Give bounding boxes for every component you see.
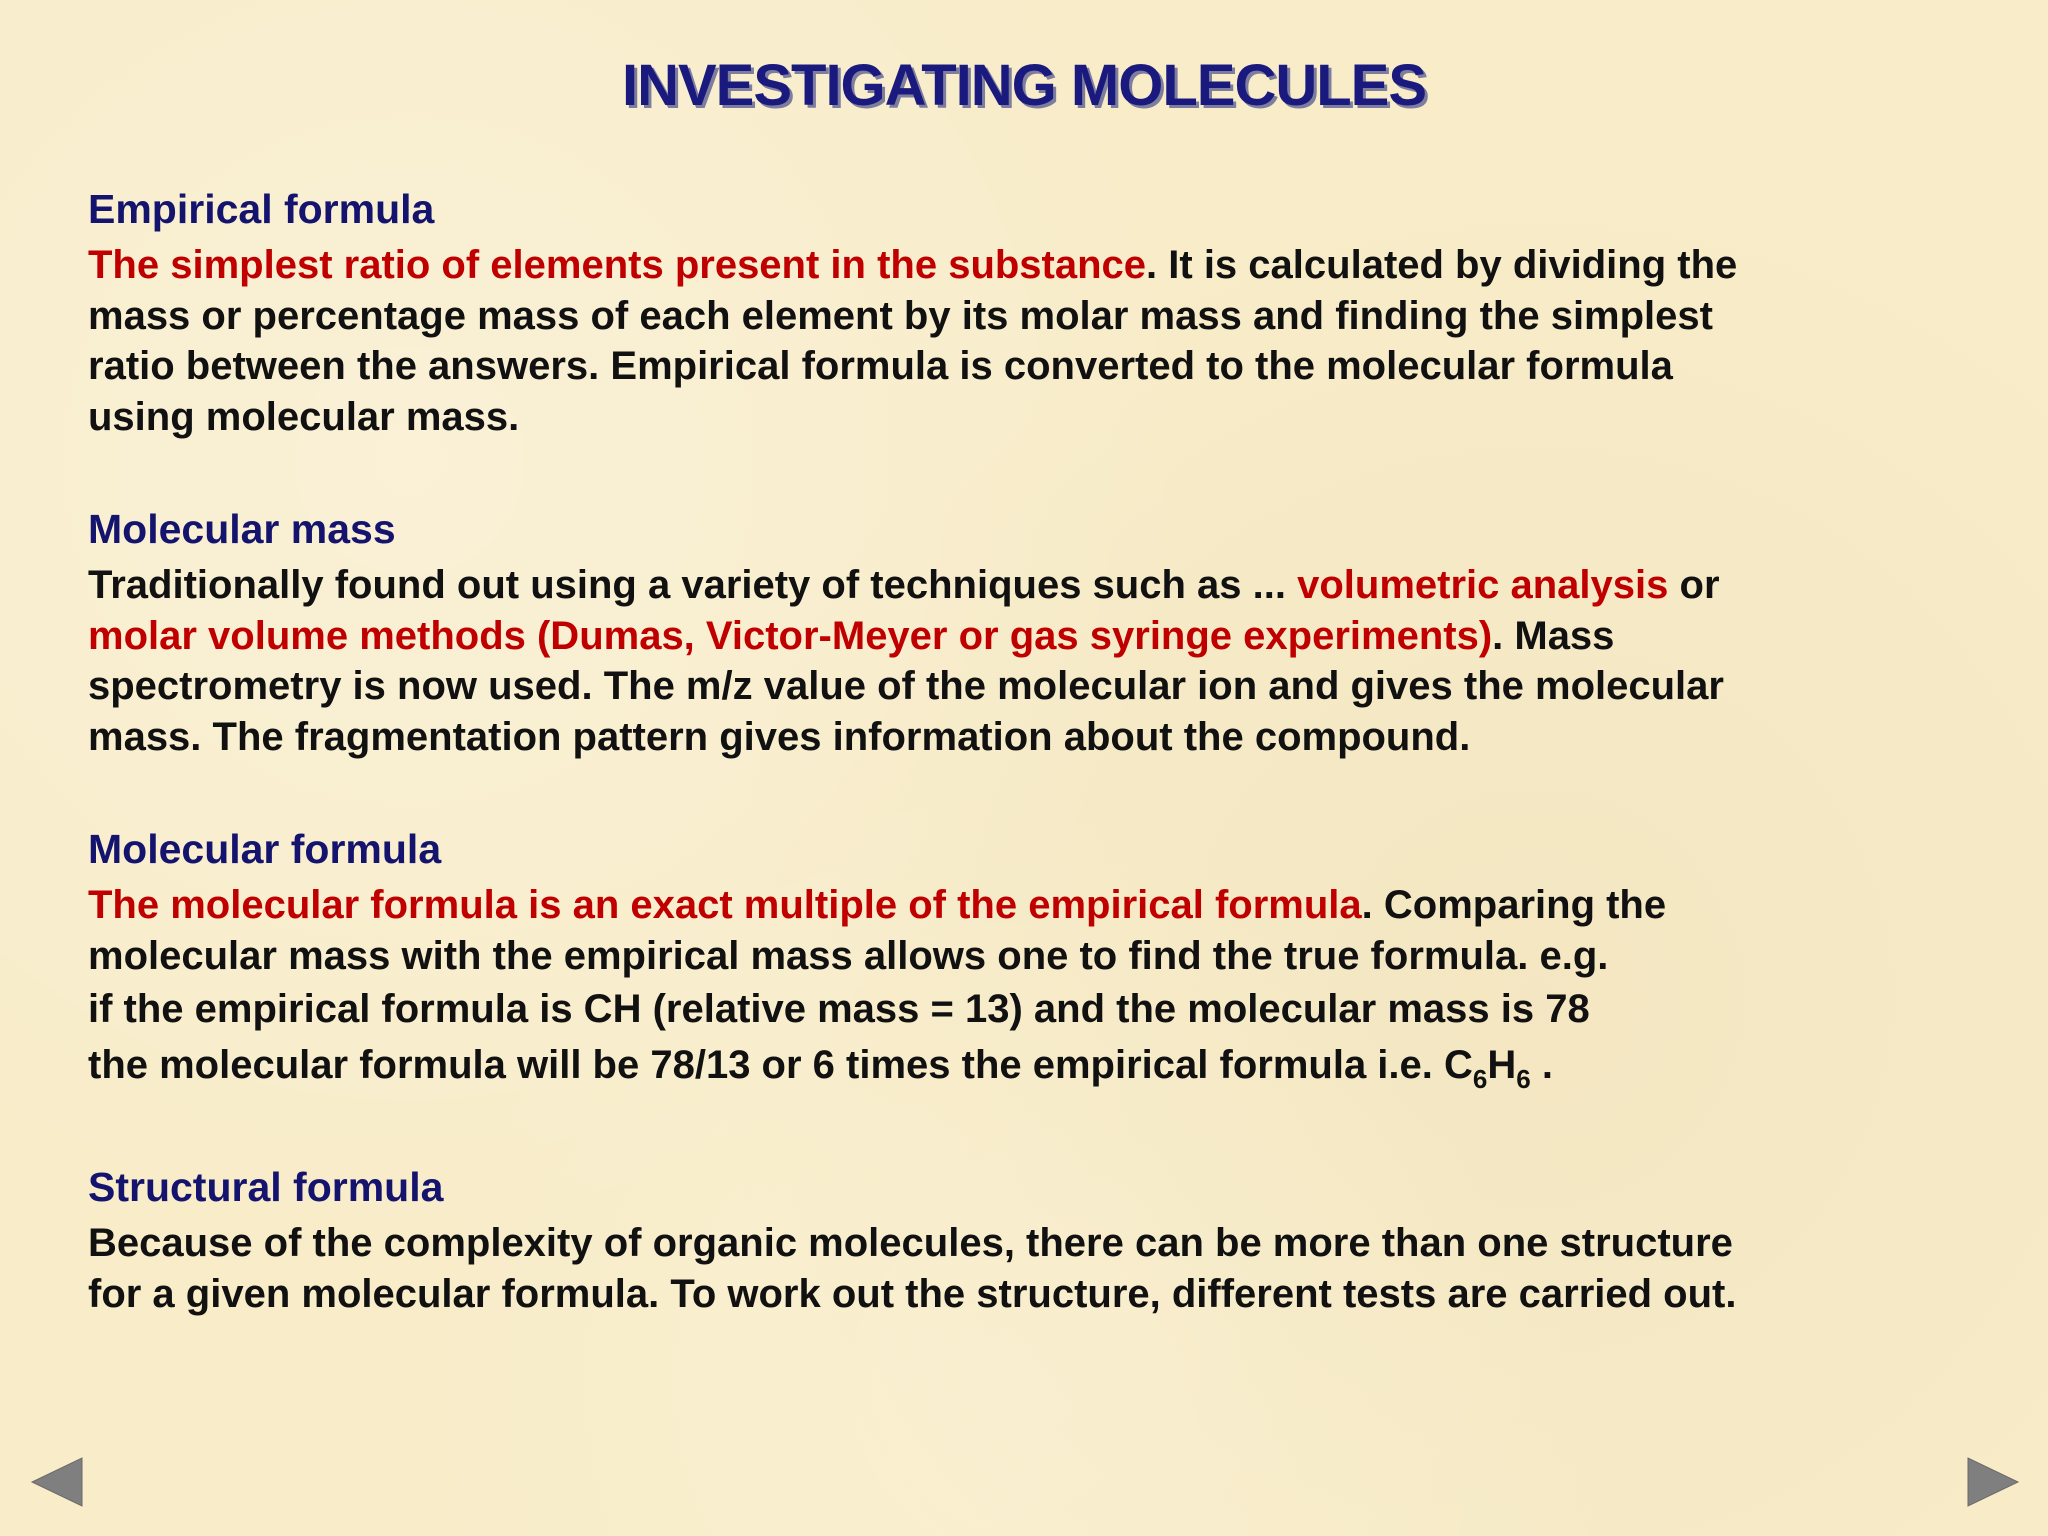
body-line <box>88 560 1988 611</box>
highlight-text: molar volume methods (Dumas, Victor-Meyer or gas syringe experiments) <box>88 613 1493 658</box>
body-line <box>88 611 1988 662</box>
section-empirical-formula <box>88 184 1988 442</box>
previous-slide-button[interactable] <box>30 1454 86 1510</box>
section-molecular-formula <box>88 824 1988 1093</box>
body-line: using molecular mass. <box>88 394 520 439</box>
section-structural-formula <box>88 1162 1988 1319</box>
body-line: spectrometry is now used. The m/z value of the molecular ion and gives the molecular <box>88 664 1724 708</box>
highlight-text: The simplest ratio of elements present in the substance <box>88 243 1147 287</box>
body-text: the molecular formula will be 78/13 or 6 times the empirical formula i.e. C <box>88 1043 1473 1087</box>
body-line: if the empirical formula is CH (relative mass = 13) and the molecular mass is 78 <box>88 987 1590 1031</box>
section-heading: Molecular mass <box>88 506 396 552</box>
section-molecular-mass <box>88 504 1988 762</box>
body-text: . Comparing the <box>1361 883 1667 927</box>
body-line: molecular mass with the empirical mass allows one to find the true formula. e.g. <box>88 933 1609 978</box>
section-heading: Molecular formula <box>88 826 442 872</box>
body-text: Traditionally found out using a variety of techniques such as ... <box>88 563 1298 607</box>
subscript: 6 <box>1516 1064 1531 1094</box>
body-line <box>88 1037 1988 1093</box>
body-line: mass. The fragmentation pattern gives information about the compound. <box>88 714 1471 759</box>
body-line <box>88 880 1988 931</box>
section-body <box>88 880 1988 1093</box>
body-line: mass or percentage mass of each element by its molar mass and finding the simplest <box>88 293 1713 338</box>
body-line: ratio between the answers. Empirical formula is converted to the molecular formula <box>88 344 1673 388</box>
body-text: . It is calculated by dividing the <box>1146 243 1738 287</box>
next-slide-button[interactable] <box>1964 1454 2020 1510</box>
body-text: . <box>1530 1043 1553 1087</box>
left-triangle-arrow-icon <box>30 1454 86 1510</box>
section-body <box>88 560 1988 762</box>
section-heading: Empirical formula <box>88 186 435 232</box>
body-text: or <box>1668 563 1720 607</box>
body-line <box>88 240 1988 291</box>
element-symbol: H <box>1487 1043 1517 1087</box>
page-title: INVESTIGATING MOLECULES <box>621 53 1427 118</box>
subscript: 6 <box>1472 1064 1488 1094</box>
section-body <box>88 240 1988 442</box>
body-line: Because of the complexity of organic molecules, there can be more than one structure <box>88 1221 1733 1265</box>
highlight-text: The molecular formula is an exact multiple of the empirical formula <box>88 883 1362 927</box>
section-heading: Structural formula <box>88 1164 444 1210</box>
body-line: for a given molecular formula. To work out the structure, different tests are carried out. <box>88 1271 1737 1316</box>
body-text: . Mass <box>1492 613 1615 658</box>
section-body <box>88 1218 1988 1319</box>
highlight-text: volumetric analysis <box>1297 563 1669 607</box>
right-triangle-arrow-icon <box>1964 1454 2020 1510</box>
